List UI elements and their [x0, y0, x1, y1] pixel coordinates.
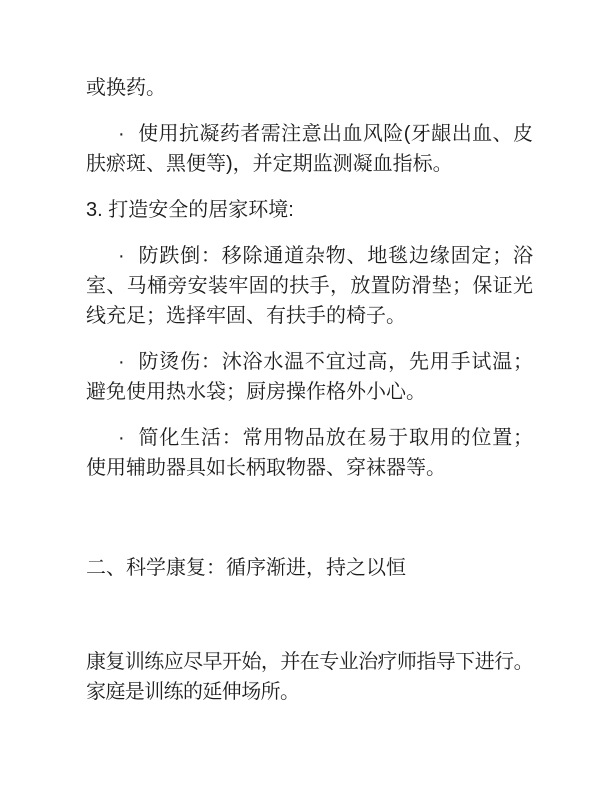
bullet-marker: ·: [118, 427, 125, 449]
bullet-item-anticoagulant: [86, 119, 533, 179]
bullet-marker: ·: [118, 123, 125, 145]
bullet-item-scald-prevention: [86, 347, 533, 407]
bullet-item-fall-prevention: [86, 241, 533, 331]
bullet-text: 使用抗凝药者需注意出血风险(牙龈出血、皮肤瘀斑、黑便等)，并定期监测凝血指标。: [86, 123, 533, 175]
heading-home-safety: 3. 打造安全的居家环境:: [86, 199, 294, 221]
paragraph-rehab-training: 康复训练应尽早开始，并在专业治疗师指导下进行。家庭是训练的延伸场所。: [86, 651, 533, 703]
heading-scientific-rehabilitation: 二、科学康复：循序渐进，持之以恒: [86, 557, 406, 579]
paragraph-continuation: 或换药。: [86, 77, 166, 99]
bullet-text: 简化生活：常用物品放在易于取用的位置；使用辅助器具如长柄取物器、穿袜器等。: [86, 427, 533, 479]
bullet-text: 防烫伤：沐浴水温不宜过高，先用手试温；避免使用热水袋；厨房操作格外小心。: [86, 351, 533, 403]
bullet-text: 防跌倒：移除通道杂物、地毯边缘固定；浴室、马桶旁安装牢固的扶手，放置防滑垫；保证光线充足；选择牢固、有扶手的椅子。: [86, 245, 533, 327]
bullet-marker: ·: [118, 351, 125, 373]
bullet-item-simplify-life: [86, 423, 533, 483]
bullet-marker: ·: [118, 245, 125, 267]
